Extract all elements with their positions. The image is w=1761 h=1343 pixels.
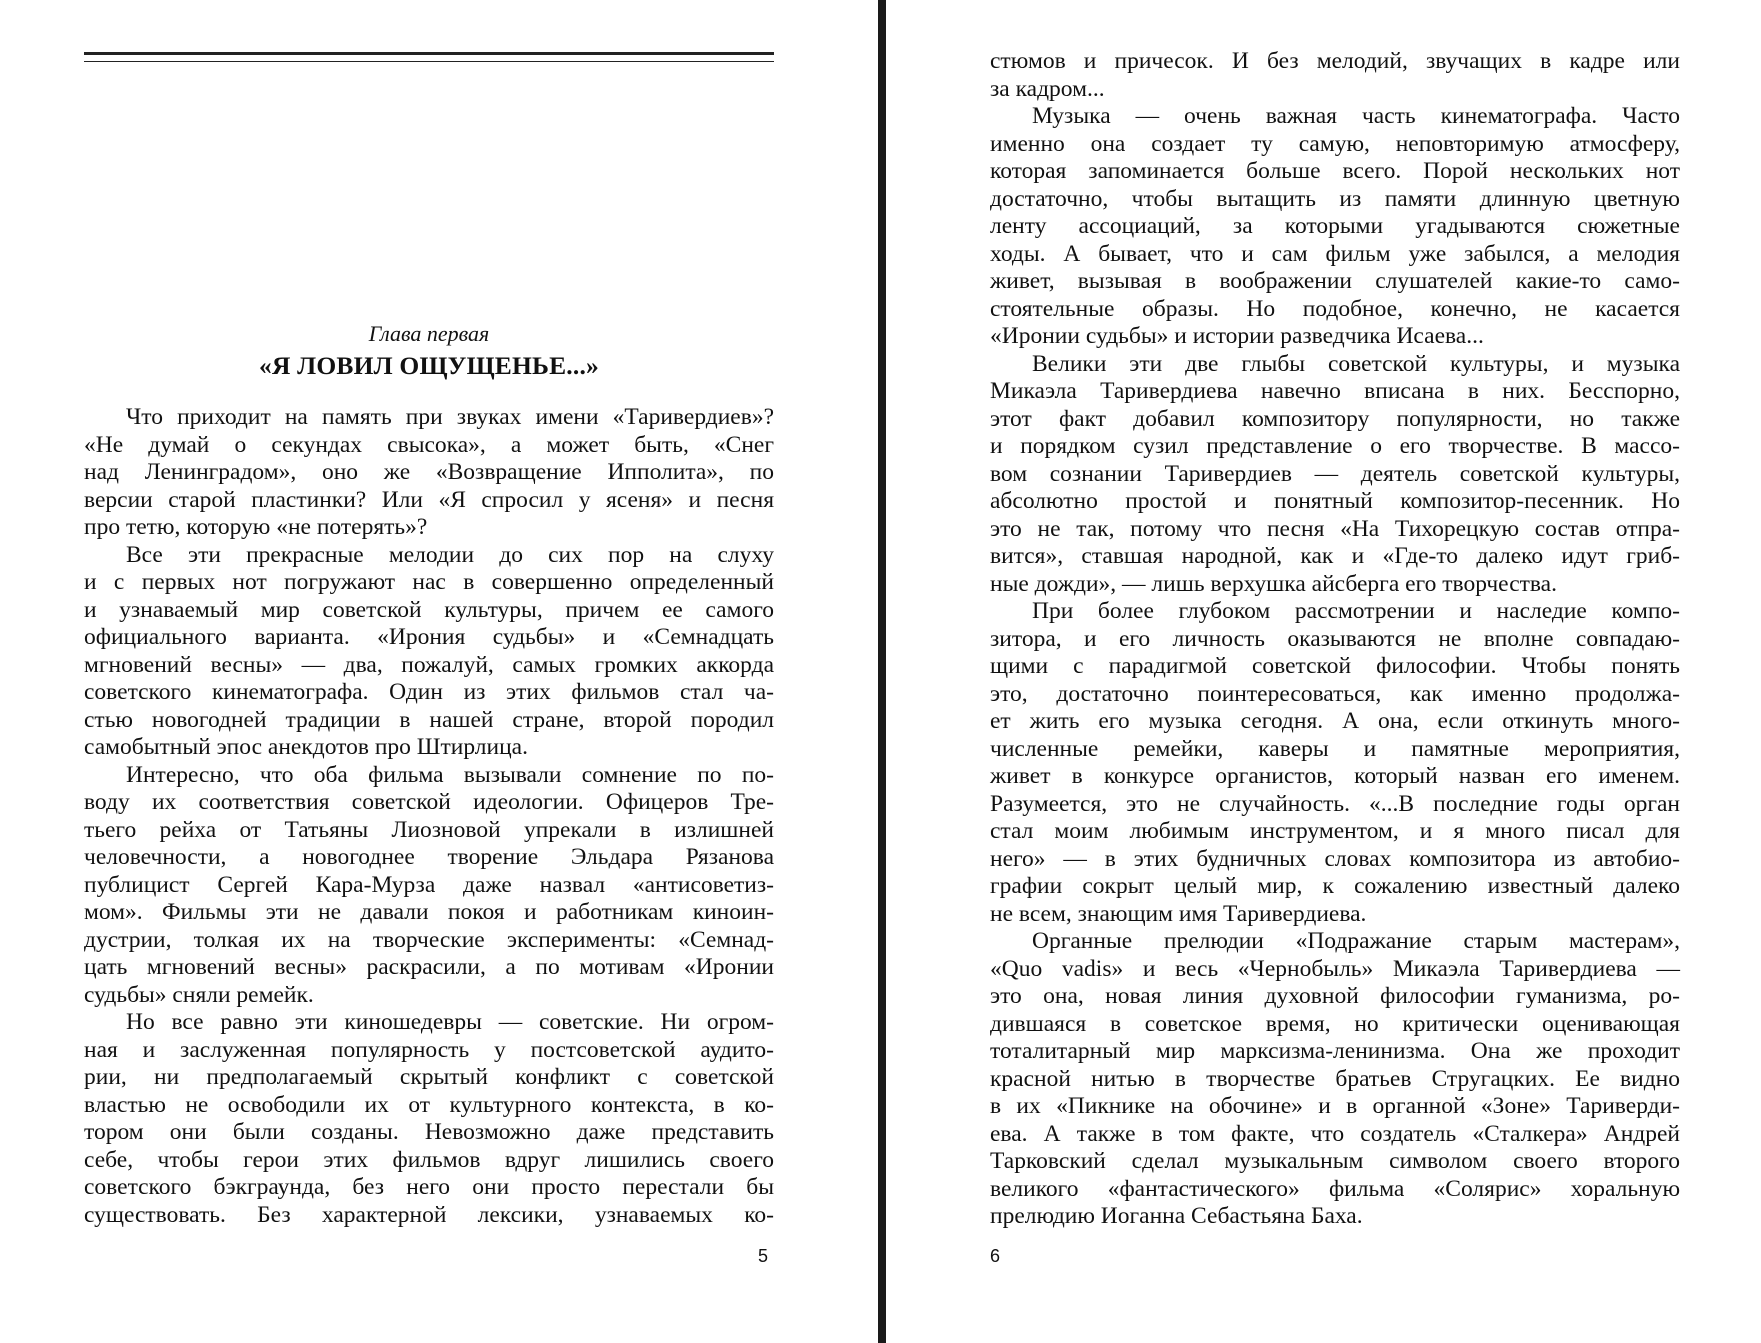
- text-line: щими с парадигмой советской философии. Чтобы понять: [990, 653, 1680, 679]
- text-line: живет, вызывая в воображении слушателей какие-то само-: [990, 268, 1680, 294]
- text-line: зитора, и его личность оказываются не вполне совпадаю-: [990, 625, 1680, 652]
- text-line: «Иронии судьбы» и истории разведчика Исаева...: [990, 323, 1484, 349]
- text-line: «Не думай о секундах свысока», а может быть, «Снег: [84, 431, 774, 458]
- text-line: не всем, знающим имя Таривердиева.: [990, 900, 1367, 927]
- text-line: живет в конкурсе органистов, который назван его именем.: [990, 763, 1680, 789]
- text-line: численные ремейки, каверы и памятные мероприятия,: [990, 735, 1680, 762]
- text-line: абсолютно простой и понятный композитор-песенник. Но: [990, 488, 1680, 514]
- text-line: достаточно, чтобы вытащить из памяти длинную цветную: [990, 185, 1680, 212]
- text-line: стал моим любимым инструментом, и я много писал для: [990, 818, 1680, 844]
- text-line: него» — в этих будничных словах композитора из автобио-: [990, 845, 1680, 872]
- text-line: про тетю, которую «не потерять»?: [84, 514, 428, 540]
- text-line: ет жить его музыка сегодня. А она, если откинуть много-: [990, 708, 1680, 734]
- text-line: красной нитью в творчестве братьев Стругацких. Ее видно: [990, 1065, 1680, 1092]
- text-line: вом сознании Таривердиев — деятель советской культуры,: [990, 460, 1680, 487]
- text-line: судьбы» сняли ремейк.: [84, 981, 314, 1008]
- text-line: мом». Фильмы эти не давали покоя и работникам киноин-: [84, 899, 774, 925]
- text-line: официального варианта. «Ирония судьбы» и «Семнадцать: [84, 624, 774, 650]
- text-line: вится», ставшая народной, как и «Где-то далеко идут гриб-: [990, 543, 1680, 569]
- page-number: 6: [990, 1246, 1001, 1266]
- text-line: существовать. Без характерной лексики, узнаваемых ко-: [84, 1201, 774, 1228]
- left-text-column: [84, 404, 774, 1229]
- text-line: версии старой пластинки? Или «Я спросил у ясеня» и песня: [84, 486, 774, 513]
- text-line: советского кинематографа. Один из этих фильмов стал ча-: [84, 679, 774, 705]
- text-line: цать мгновений весны» раскрасили, а по мотивам «Иронии: [84, 954, 774, 980]
- text-line: и с первых нот погружают нас в совершенно определенный: [84, 569, 774, 595]
- text-line: человечности, а новогоднее творение Эльдара Рязанова: [84, 844, 774, 870]
- text-line: этот факт добавил композитору популярности, но также: [990, 405, 1680, 432]
- header-rule: [84, 52, 774, 62]
- text-line: это не так, потому что песня «На Тихорецкую состав отпра-: [990, 515, 1680, 542]
- text-line: и порядком сузил представление о его творчестве. В массо-: [990, 433, 1680, 459]
- text-line: стью новогодней традиции в нашей стране, второй породил: [84, 706, 774, 733]
- text-line: и узнаваемый мир советской культуры, причем ее самого: [84, 596, 774, 623]
- text-line: именно она создает ту самую, неповторимую атмосферу,: [990, 130, 1680, 157]
- text-line: это, достаточно поинтересоваться, как именно продолжа-: [990, 680, 1680, 707]
- text-line: ева. А также в том факте, что создатель «Сталкера» Андрей: [990, 1120, 1680, 1147]
- text-line: властью не освободили их от культурного контекста, в ко-: [84, 1091, 774, 1118]
- text-line: тором они были созданы. Невозможно даже представить: [84, 1119, 774, 1145]
- right-page: [886, 0, 1761, 1343]
- page-number: 5: [758, 1246, 769, 1266]
- text-line: Органные прелюдии «Подражание старым мастерам»,: [1032, 928, 1680, 954]
- text-line: мгновений весны» — два, пожалуй, самых громких аккорда: [84, 651, 774, 678]
- text-line: тоталитарный мир марксизма-ленинизма. Она же проходит: [990, 1038, 1680, 1064]
- text-line: дустрии, толкая их на творческие эксперименты: «Семнад-: [84, 926, 774, 953]
- text-line: ходы. А бывает, что и сам фильм уже забылся, а мелодия: [990, 240, 1680, 267]
- text-line: Музыка — очень важная часть кинематографа. Часто: [1032, 103, 1680, 129]
- text-line: Но все равно эти киношедевры — советские. Ни огром-: [126, 1009, 774, 1035]
- left-page: [0, 0, 878, 1343]
- text-line: великого «фантастического» фильма «Солярис» хоральную: [990, 1175, 1680, 1202]
- text-line: над Ленинградом», оно же «Возвращение Ипполита», по: [84, 459, 774, 485]
- text-line: в их «Пикнике на обочине» и в органной «Зоне» Тариверди-: [990, 1093, 1680, 1119]
- text-line: ленту ассоциаций, за которыми угадываются сюжетные: [990, 213, 1680, 239]
- text-line: «Quo vadis» и весь «Чернобыль» Микаэла Таривердиева —: [990, 955, 1680, 982]
- text-line: за кадром...: [990, 75, 1105, 102]
- book-gutter: [878, 0, 886, 1343]
- text-line: воду их соответствия советской идеологии. Офицеров Тре-: [84, 789, 774, 815]
- text-line: которая запоминается больше всего. Порой нескольких нот: [990, 158, 1680, 184]
- chapter-title: «Я ЛОВИЛ ОЩУЩЕНЬЕ...»: [259, 351, 599, 380]
- text-line: это она, новая линия духовной философии гуманизма, ро-: [990, 983, 1680, 1009]
- text-line: Разумеется, это не случайность. «...В последние годы орган: [990, 790, 1680, 817]
- text-line: Микаэла Таривердиева навечно вписана в них. Бесспорно,: [990, 378, 1680, 404]
- text-line: советского бэкграунда, без него они просто перестали бы: [84, 1174, 774, 1200]
- right-text-column: [990, 48, 1680, 1231]
- text-line: Интересно, что оба фильма вызывали сомнение по по-: [126, 761, 774, 788]
- text-line: стоятельные образы. Но подобное, конечно, не касается: [990, 295, 1680, 322]
- text-line: Тарковский сделал музыкальным символом своего второго: [990, 1148, 1680, 1174]
- text-line: ная и заслуженная популярность у постсоветской аудито-: [84, 1036, 774, 1063]
- text-line: Все эти прекрасные мелодии до сих пор на слуху: [126, 541, 774, 568]
- text-line: самобытный эпос анекдотов про Штирлица.: [84, 734, 528, 760]
- text-line: стюмов и причесок. И без мелодий, звучащих в кадре или: [990, 48, 1680, 74]
- text-line: ные дожди», — лишь верхушка айсберга его творчества.: [990, 570, 1557, 597]
- text-line: графии сокрыт целый мир, к сожалению известный далеко: [990, 873, 1680, 899]
- text-line: тьего рейха от Татьяны Лиозновой упрекали в излишней: [84, 816, 774, 843]
- text-line: Что приходит на память при звуках имени «Таривердиев»?: [126, 404, 774, 430]
- text-line: себе, чтобы герои этих фильмов вдруг лишились своего: [84, 1146, 774, 1173]
- text-line: публицист Сергей Кара-Мурза даже назвал «антисоветиз-: [84, 871, 774, 898]
- text-line: Велики эти две глыбы советской культуры, и музыка: [1032, 350, 1680, 377]
- text-line: рии, ни предполагаемый скрытый конфликт с советской: [84, 1064, 774, 1090]
- text-line: дившаяся в советское время, но критически оценивающая: [990, 1010, 1680, 1037]
- text-line: прелюдию Иоганна Себастьяна Баха.: [990, 1203, 1363, 1229]
- text-line: При более глубоком рассмотрении и наследие компо-: [1032, 598, 1680, 624]
- chapter-label: Глава первая: [368, 321, 490, 346]
